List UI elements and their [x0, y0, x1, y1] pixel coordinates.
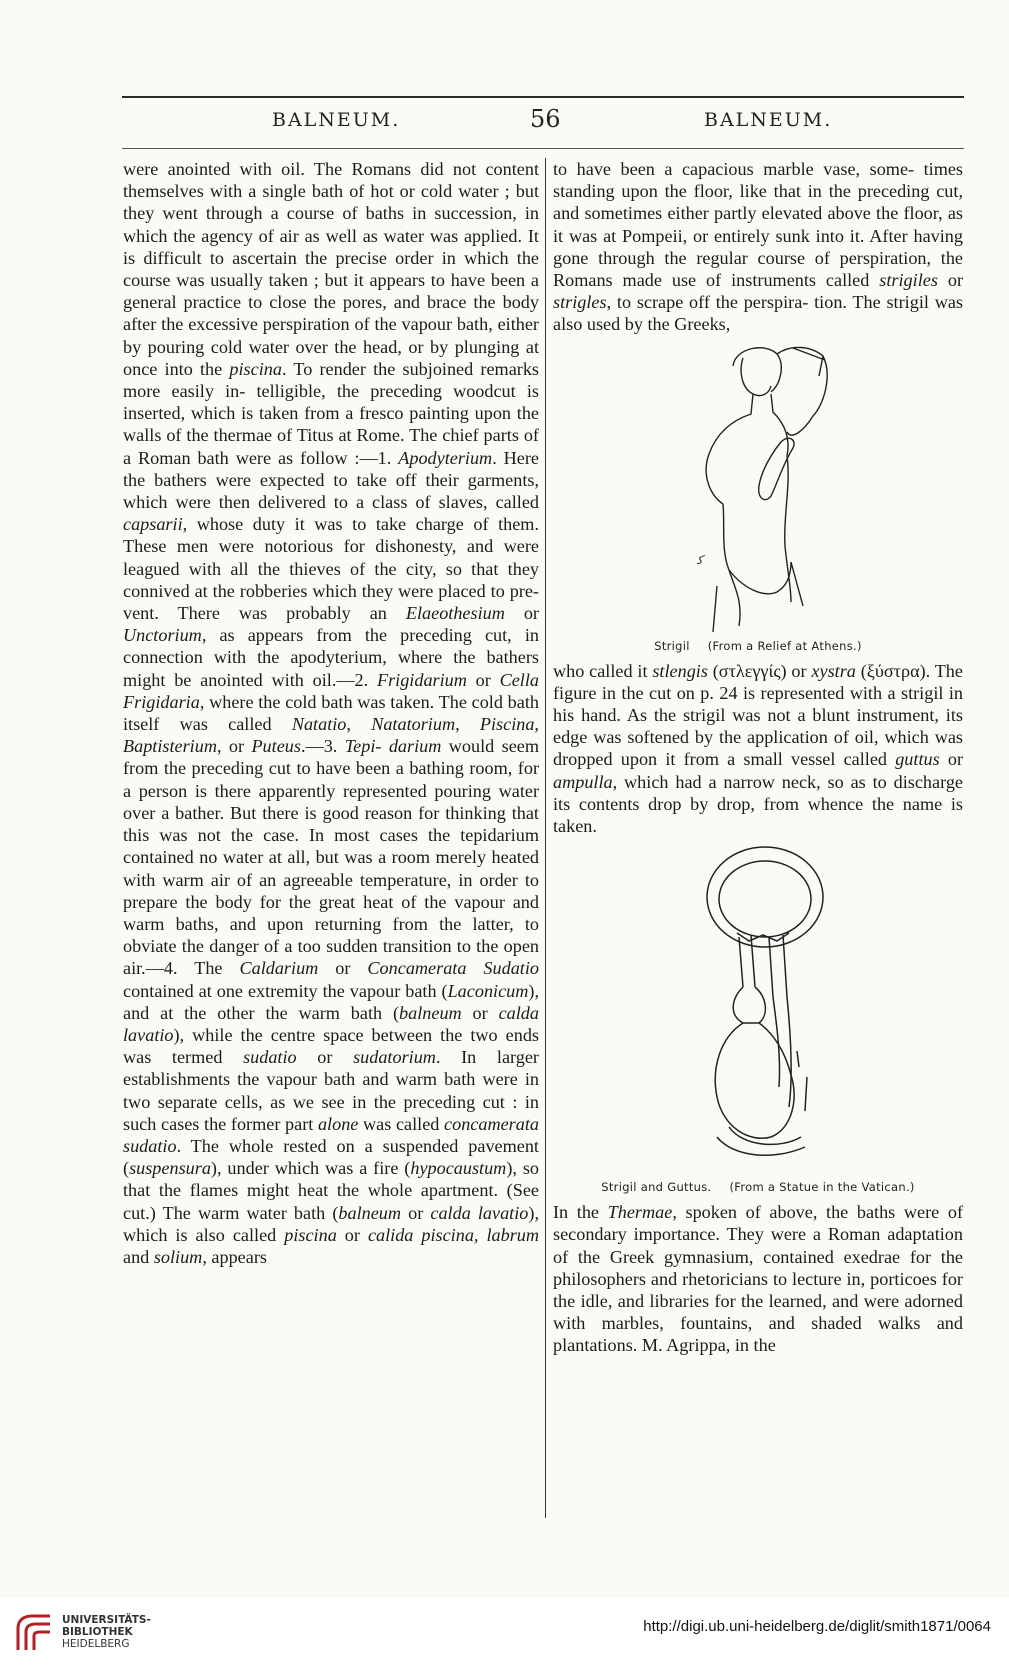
- header-rule-bottom: [122, 148, 964, 149]
- strigil-relief-illustration: [673, 336, 843, 636]
- figure-1-caption: Strigil (From a Relief at Athens.): [654, 638, 862, 653]
- right-paragraph-2: who called it stlengis (στλεγγίς) or xystra (ξύστρα). The figure in the cut on p. 24 is represented with a strigil in his hand. As the strigil was not a blunt instrument, its edge was softened by the application of oil, which was dropped upon it from a small vessel called guttus or ampulla, which had a narrow neck, so as to discharge its contents drop by drop, from whence the name is taken.: [553, 660, 963, 837]
- running-header: [122, 105, 964, 137]
- column-divider: [545, 158, 546, 1518]
- strigil-guttus-illustration: [673, 837, 843, 1177]
- figure-2-caption: Strigil and Guttus. (From a Statue in the Vatican.): [601, 1180, 915, 1195]
- svg-text:ﻛ: ﻛ: [697, 552, 703, 567]
- header-right-title: BALNEUM.: [704, 109, 833, 131]
- right-paragraph-1: to have been a capacious marble vase, some- times standing upon the floor, like that in the preceding cut, and sometimes either partly elevated above the floor, as it was at Pompeii, or entirely sunk into it. After having gone through the regular course of perspiration, the Romans made use of instruments called strigiles or strigles, to scrape off the perspira- tion. The strigil was also used by the Greeks,: [553, 159, 964, 335]
- strigil-relief-figure: [553, 336, 963, 654]
- permalink-url[interactable]: http://digi.ub.uni-heidelberg.de/diglit/smith1871/0064: [643, 1618, 991, 1635]
- left-column-text: were anointed with oil. The Romans did not content themselves with a single bath of hot or cold water ; but they went through a course of baths in succession, in which the agency of air as well as water was applied. It is difficult to ascertain the precise order in which the course was usually taken ; but it appears to have been a general practice to close the pores, and brace the body after the excessive perspiration of the vapour bath, either by pouring cold water over the head, or by plunging at once into the piscina. To render the subjoined remarks more easily in- telligible, the preceding woodcut is inserted, which is taken from a fresco painting upon the walls of the thermae of Titus at Rome. The chief parts of a Roman bath were as follow :—1. Apodyterium. Here the bathers were expected to take off their garments, which were then delivered to a class of slaves, called capsarii, whose duty it was to take charge of them. These men were notorious for dishonesty, and were leagued with all the thieves of the city, so that they connived at the robberies which they were placed to pre- vent. There was probably an Elaeothesium or Unctorium, as appears from the preceding cut, in connection with the apodyterium, where the bathers might be anointed with oil.—2. Frigidarium or Cella Frigidaria, where the cold bath was taken. The cold bath itself was called Natatio, Natatorium, Piscina, Baptisterium, or Puteus.—3. Tepi- darium would seem from the preceding cut to have been a bathing room, for a person is there apparently represented pouring water over a bather. But there is good reason for thinking that this was not the case. In most cases the tepidarium contained no water at all, but was a room merely heated with warm air of an agreeable temperature, in order to prepare the body for the great heat of the vapour and warm baths, and upon returning from the latter, to obviate the danger of a too sudden transition to the open air.—4. The Caldarium or Concamerata Sudatio contained at one extremity the vapour bath (Laconicum), and at the other the warm bath (balneum or calda lavatio), while the centre space between the two ends was termed sudatio or sudatorium. In larger establishments the vapour bath and warm bath were in two separate cells, as we see in the preceding cut : in such cases the former part alone was called concamerata sudatio. The whole rested on a suspended pavement (suspensura), under which was a fire (hypocaustum), so that the flames might heat the whole apartment. (See cut.) The warm water bath (balneum or calda lavatio), which is also called piscina or calida piscina, labrum and solium, appears: [123, 159, 540, 1267]
- right-paragraph-3: In the Thermae, spoken of above, the baths were of secondary importance. They were a Roman adaptation of the Greek gymnasium, contained exedrae for the philosophers and rhetoricians to lecture in, porticoes for the idle, and libraries for the learned, and were adorned with marbles, fountains, and shaded walks and plantations. M. Agrippa, in the: [553, 1202, 964, 1356]
- header-left-title: BALNEUM.: [272, 109, 401, 131]
- university-library-logo-icon: [12, 1610, 56, 1654]
- library-name: UNIVERSITÄTS- BIBLIOTHEK HEIDELBERG: [62, 1614, 151, 1650]
- digitization-footer: [0, 1598, 1009, 1669]
- header-rule-top: [122, 96, 964, 98]
- right-column: [553, 158, 963, 1357]
- left-column: [123, 158, 539, 1268]
- page-number: 56: [530, 105, 561, 133]
- strigil-guttus-figure: [553, 837, 963, 1195]
